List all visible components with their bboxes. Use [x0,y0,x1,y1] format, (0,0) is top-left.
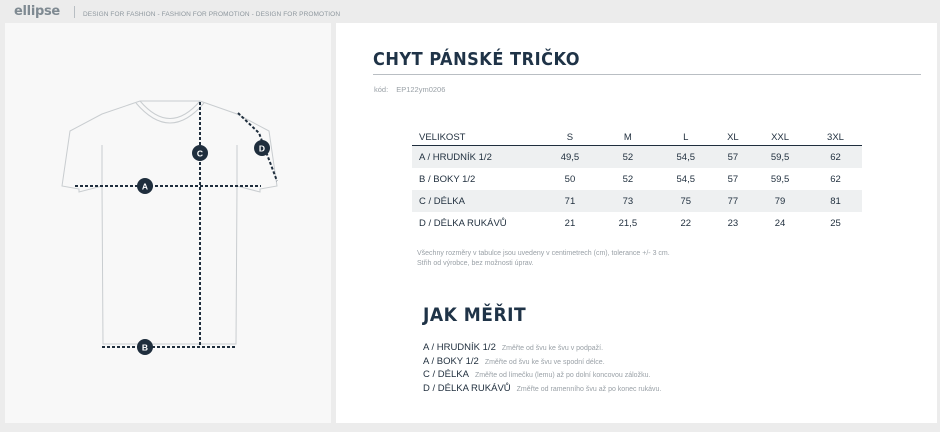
marker-a-label: A [141,181,149,192]
column-header: S [541,129,599,146]
table-row [412,146,862,169]
list-item [423,342,661,356]
marker-d [254,140,270,156]
table-cell: 73 [599,190,657,212]
row-label: D / DÉLKA RUKÁVŮ [419,217,507,229]
measure-label: D / DÉLKA RUKÁVŮ [423,382,511,394]
product-code-value: EP122ym0206 [396,85,446,94]
marker-d-label: D [258,143,266,154]
measure-label: A / BOKY 1/2 [423,355,479,367]
column-header: XL [715,129,751,146]
column-header: L [657,129,715,146]
column-header: XXL [751,129,809,146]
measure-lines [75,102,277,347]
table-cell: 75 [657,190,715,212]
measure-description: Změřte od límečku (lemu) až po dolní koncovou záložku. [474,372,651,379]
table-cell: 57 [715,146,751,169]
header-bar [0,0,940,22]
table-cell: 50 [564,173,576,185]
table-cell: 54,5 [657,146,715,169]
tshirt-diagram [5,23,331,423]
table-cell: 23 [727,217,739,229]
table-cell: 52 [599,146,657,169]
how-to-measure-list [423,342,661,396]
size-note-line: Všechny rozměry v tabulce jsou uvedeny v centimetrech (cm), tolerance +/- 3 cm. [417,250,670,257]
marker-a [137,178,153,194]
table-row [412,212,862,234]
list-item [423,369,661,383]
logo-divider [74,6,75,18]
product-title: CHYT PÁNSKÉ TRIČKO [373,49,580,70]
row-label: C / DÉLKA [412,190,541,212]
size-table-header [412,129,862,146]
table-row [412,190,862,212]
size-note [417,249,670,268]
table-cell: 24 [774,217,786,229]
table-cell: 52 [622,173,634,185]
table-cell: 21 [564,217,576,229]
table-cell: 57 [727,173,739,185]
product-code [374,85,445,94]
title-divider [373,74,921,75]
list-item [423,356,661,370]
table-cell: 81 [809,190,862,212]
size-table [412,129,862,234]
table-cell: 54,5 [676,173,696,185]
marker-c-label: C [196,148,204,159]
diagram-panel [5,23,331,423]
row-label: A / HRUDNÍK 1/2 [412,146,541,169]
table-cell: 62 [830,173,841,185]
table-cell: 77 [715,190,751,212]
table-cell: 22 [680,217,692,229]
table-cell: 21,5 [618,217,638,229]
table-cell: 59,5 [770,173,790,185]
table-cell: 25 [830,217,841,229]
size-note-line: Střih od výrobce, bez možnosti úprav. [417,259,534,267]
row-label: B / BOKY 1/2 [419,173,476,185]
tshirt-outline [62,101,277,344]
marker-c [192,145,208,161]
table-row [412,168,862,190]
measure-description: Změřte od ramenního švu až po konec rukávu. [516,385,662,393]
measure-description: Změřte od švu ke švu v podpaží. [501,345,604,352]
column-header: 3XL [809,129,862,146]
column-header: M [599,129,657,146]
column-header: VELIKOST [412,129,541,146]
measure-label: A / HRUDNÍK 1/2 [423,342,496,353]
measure-label: C / DÉLKA [423,369,469,380]
table-cell: 79 [751,190,809,212]
table-cell: 71 [541,190,599,212]
table-cell: 62 [809,146,862,169]
marker-b-label: B [141,342,149,353]
brand-logo[interactable]: ellipse [14,4,60,19]
brand-tagline: DESIGN FOR FASHION - FASHION FOR PROMOTION - DESIGN FOR PROMOTION [83,11,341,18]
table-cell: 49,5 [541,146,599,169]
size-chart-panel [336,23,937,423]
marker-b [137,339,153,355]
table-cell: 59,5 [751,146,809,169]
measure-description: Změřte od švu ke švu ve spodní délce. [484,358,605,366]
list-item [423,383,661,397]
product-code-label: kód: [374,85,389,94]
how-to-measure-title: JAK MĚŘIT [423,304,527,326]
